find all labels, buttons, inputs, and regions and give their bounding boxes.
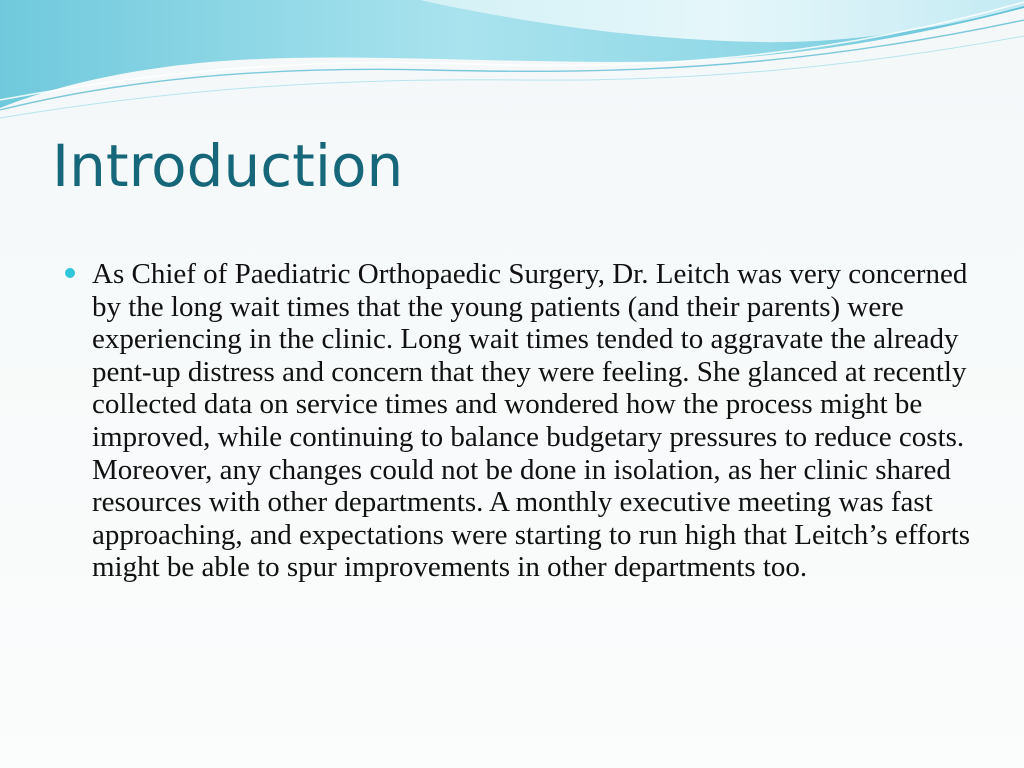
slide-title: Introduction bbox=[52, 132, 404, 200]
header-wave-decoration bbox=[0, 0, 1024, 130]
bullet-item bbox=[92, 258, 972, 584]
bullet-list bbox=[92, 258, 972, 584]
bullet-dot-icon bbox=[65, 268, 75, 278]
bullet-text: As Chief of Paediatric Orthopaedic Surgery, Dr. Leitch was very concerned by the long wait times that the young patients (and their parents) were experiencing in the clinic. Long wait times tended to aggravate the already pent-up distress and concern that they were feeling. She glanced at recently collected data on service times and wondered how the process might be improved, while continuing to balance budgetary pressures to reduce costs. Moreover, any changes could not be done in isolation, as her clinic shared resources with other departments. A monthly executive meeting was fast approaching, and expectations were starting to run high that Leitch’s efforts might be able to spur improvements in other departments too. bbox=[92, 258, 971, 584]
